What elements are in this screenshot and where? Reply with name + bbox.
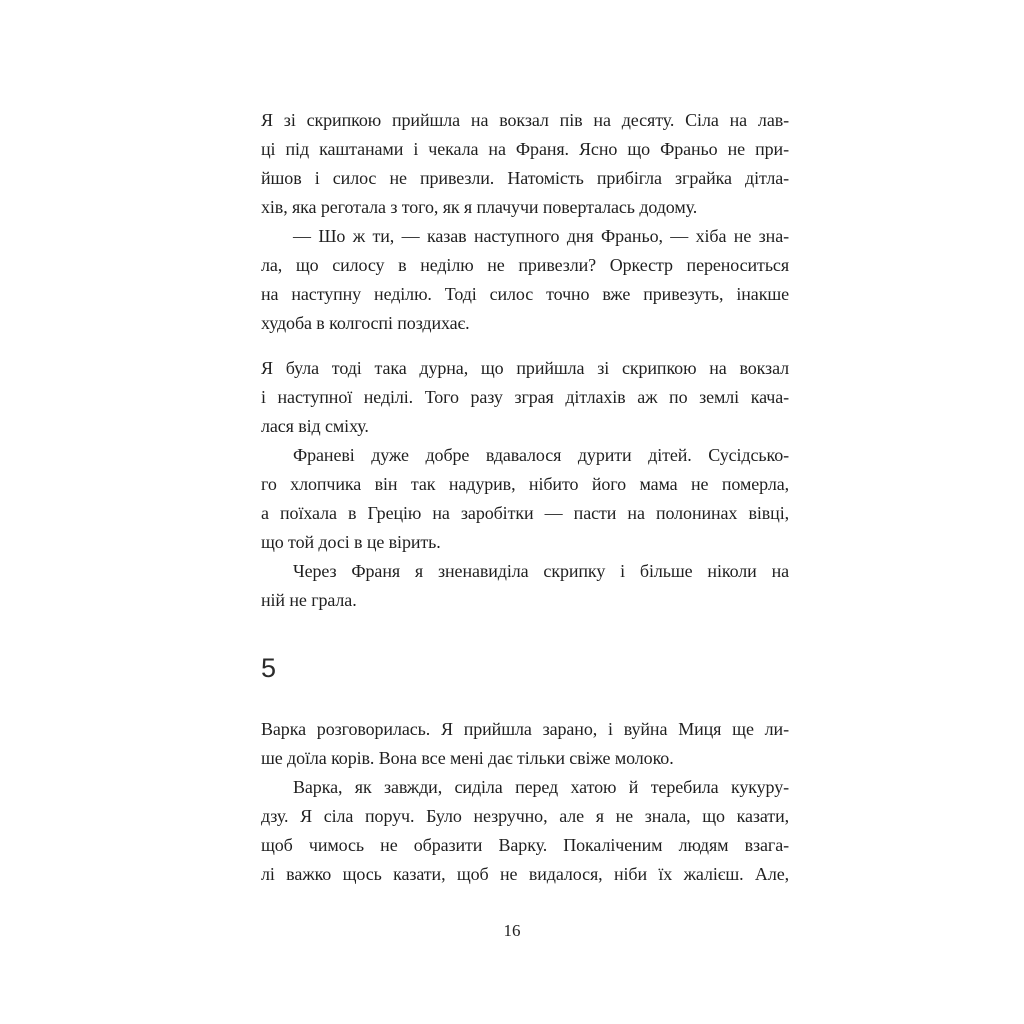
text-line: Варка, як завжди, сиділа перед хатою й теребила кукуру- <box>293 777 789 797</box>
text-line: Через Франя я зненавиділа скрипку і більше ніколи на <box>293 561 789 581</box>
text-line: Варка розговорилась. Я прийшла зарано, і вуйна Миця ще ли- <box>261 719 789 739</box>
paragraph <box>261 557 789 615</box>
text-line: го хлопчика він так надурив, нібито його мама не померла, <box>261 474 789 494</box>
page-number: 16 <box>503 921 521 940</box>
text-line: ше доїла корів. Вона все мені дає тільки свіже молоко. <box>261 748 674 768</box>
text-line: лася від сміху. <box>261 416 369 436</box>
paragraph <box>261 773 789 889</box>
text-line: Франеві дуже добре вдавалося дурити дітей. Сусідсько- <box>293 445 789 465</box>
text-line: Я була тоді така дурна, що прийшла зі скрипкою на вокзал <box>261 358 789 378</box>
text-line: на наступну неділю. Тоді силос точно вже привезуть, інакше <box>261 284 789 304</box>
text-line: і наступної неділі. Того разу зграя дітлахів аж по землі кача- <box>261 387 789 407</box>
text-line: Я зі скрипкою прийшла на вокзал пів на десяту. Сіла на лав- <box>261 110 789 130</box>
text-line: ла, що силосу в неділю не привезли? Оркестр переноситься <box>261 255 789 275</box>
text-line: худоба в колгоспі поздихає. <box>261 313 470 333</box>
text-line: хів, яка реготала з того, як я плачучи поверталась додому. <box>261 197 698 217</box>
paragraph <box>261 354 789 441</box>
paragraph <box>261 715 789 773</box>
text-line: що той досі в це вірить. <box>261 532 441 552</box>
text-line: ці під каштанами і чекала на Франя. Ясно що Франьо не при- <box>261 139 789 159</box>
paragraph <box>261 106 789 222</box>
text-line: — Шо ж ти, — казав наступного дня Франьо, — хіба не зна- <box>293 226 789 246</box>
section-heading: 5 <box>261 653 277 683</box>
text-line: йшов і силос не привезли. Натомість прибігла зграйка дітла- <box>261 168 789 188</box>
paragraph <box>261 222 789 338</box>
text-line: ній не грала. <box>261 590 357 610</box>
text-line: дзу. Я сіла поруч. Було незручно, але я не знала, що казати, <box>261 806 789 826</box>
text-line: щоб чимось не образити Варку. Покаліченим людям взага- <box>261 835 789 855</box>
paragraph <box>261 441 789 557</box>
text-line: а поїхала в Грецію на заробітки — пасти на полонинах вівці, <box>261 503 789 523</box>
text-line: лі важко щось казати, щоб не видалося, ніби їх жалієш. Але, <box>261 864 789 884</box>
text-block <box>261 106 789 889</box>
